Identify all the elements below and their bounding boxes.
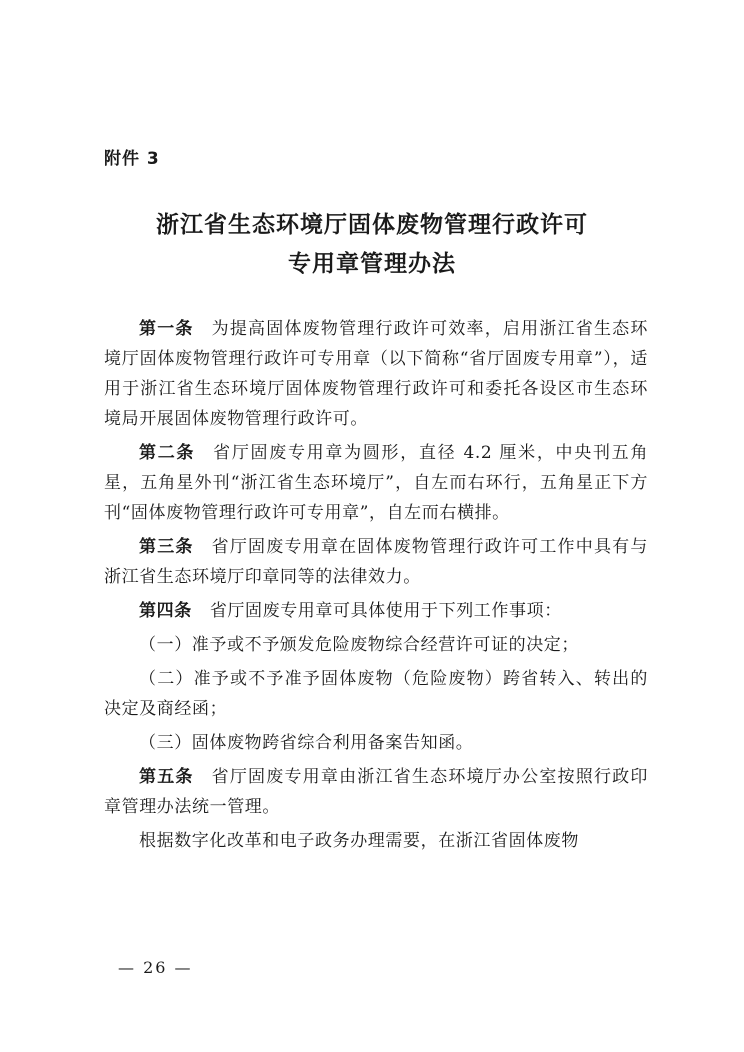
document-body [104,314,648,860]
article-label: 第二条 [139,443,196,463]
article-2 [104,438,648,528]
article-label: 第四条 [139,601,192,621]
page-number: — 26 — [118,958,193,977]
closing-paragraph: 根据数字化改革和电子政务办理需要，在浙江省固体废物 [139,831,579,851]
list-item: （三）固体废物跨省综合利用备案告知函。 [139,733,474,753]
article-label: 第三条 [139,537,194,557]
attachment-label: 附件 3 [104,149,160,169]
list-item: （二）准予或不予准予固体废物（危险废物）跨省转入、转出的决定及商经函； [104,669,648,719]
article-text: 省厅固废专用章由浙江省生态环境厅办公室按照行政印章管理办法统一管理。 [104,767,648,817]
article-text: 省厅固废专用章可具体使用于下列工作事项： [209,601,562,621]
article-text: 省厅固废专用章为圆形，直径 4.2 厘米，中央刊五角星，五角星外刊“浙江省生态环境厅”，自左而右环行，五角星正下方刊“固体废物管理行政许可专用章”，自左而右横排。 [104,443,648,523]
article-5 [104,762,648,822]
document-title-line-2: 专用章管理办法 [288,251,456,277]
article-label: 第五条 [139,767,194,787]
article-label: 第一条 [139,319,194,339]
article-4 [104,596,648,626]
list-item: （一）准予或不予颁发危险废物综合经营许可证的决定； [139,635,579,655]
article-3 [104,532,648,592]
article-1 [104,314,648,434]
article-text: 省厅固废专用章在固体废物管理行政许可工作中具有与浙江省生态环境厅印章同等的法律效力。 [104,537,648,587]
document-title-line-1: 浙江省生态环境厅固体废物管理行政许可 [156,212,588,238]
article-text: 为提高固体废物管理行政许可效率，启用浙江省生态环境厅固体废物管理行政许可专用章（以下简称“省厅固废专用章”），适用于浙江省生态环境厅固体废物管理行政许可和委托各设区市生态环境局开展固体废物管理行政许可。 [104,319,648,429]
